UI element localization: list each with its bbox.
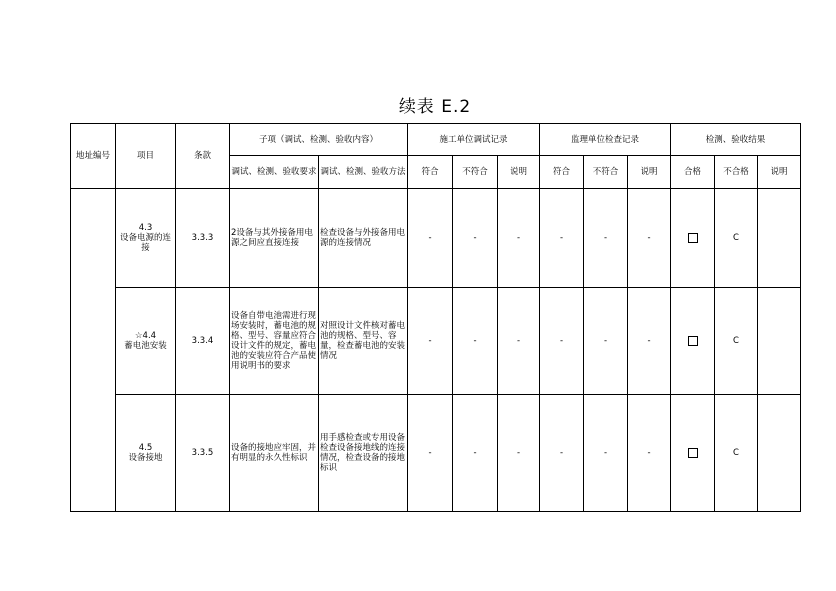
header-result: 检测、验收结果: [671, 124, 801, 156]
header-method: 调试、检测、验收方法: [319, 156, 408, 189]
header-c-nonconform: 不符合: [453, 156, 498, 189]
clause-cell: 3.3.5: [176, 395, 230, 512]
address-code-cell: [71, 189, 116, 512]
header-item: 项目: [116, 124, 176, 189]
clause-cell: 3.3.4: [176, 288, 230, 395]
c-nonconform-cell: -: [453, 189, 498, 288]
r-pass-cell[interactable]: [671, 395, 715, 512]
s-conform-cell: -: [540, 395, 584, 512]
header-c-note: 说明: [498, 156, 540, 189]
s-nonconform-cell: -: [584, 189, 628, 288]
r-note-cell: [758, 288, 801, 395]
item-cell: [116, 395, 176, 512]
item-cell: [116, 189, 176, 288]
item-name: 设备电源的连接: [119, 233, 171, 253]
header-r-note: 说明: [758, 156, 801, 189]
header-s-nonconform: 不符合: [584, 156, 628, 189]
s-note-cell: -: [628, 288, 671, 395]
c-nonconform-cell: -: [453, 395, 498, 512]
header-r-pass: 合格: [671, 156, 715, 189]
clause-cell: 3.3.3: [176, 189, 230, 288]
item-number: ☆4.4: [134, 331, 157, 341]
s-note-cell: -: [628, 395, 671, 512]
r-pass-cell[interactable]: [671, 189, 715, 288]
header-clause: 条款: [176, 124, 230, 189]
requirement-cell: 设备的接地应牢固，并有明显的永久性标识: [230, 395, 319, 512]
r-fail-cell: C: [715, 395, 758, 512]
header-c-conform: 符合: [408, 156, 453, 189]
c-note-cell: -: [498, 288, 540, 395]
item-number: 4.5: [138, 443, 153, 453]
s-note-cell: -: [628, 189, 671, 288]
header-row-1: [71, 124, 801, 156]
r-note-cell: [758, 189, 801, 288]
requirement-cell: 设备自带电池需进行现场安装时，蓄电池的规格、型号、容量应符合设计文件的规定，蓄电池的安装应符合产品使用说明书的要求: [230, 288, 319, 395]
table-row: [71, 395, 801, 512]
method-cell: 检查设备与外接备用电源的连接情况: [319, 189, 408, 288]
header-subitem: 子项（调试、检测、验收内容）: [230, 124, 408, 156]
pass-checkbox[interactable]: [688, 336, 698, 346]
c-conform-cell: -: [408, 395, 453, 512]
table-row: [71, 189, 801, 288]
c-conform-cell: -: [408, 189, 453, 288]
pass-checkbox[interactable]: [688, 448, 698, 458]
page-title: 续表 E.2: [398, 97, 472, 117]
item-name: 蓄电池安装: [124, 341, 167, 351]
r-fail-cell: C: [715, 189, 758, 288]
header-s-conform: 符合: [540, 156, 584, 189]
item-name: 设备接地: [128, 453, 163, 463]
item-number: 4.3: [138, 223, 153, 233]
c-conform-cell: -: [408, 288, 453, 395]
r-pass-cell[interactable]: [671, 288, 715, 395]
header-requirement: 调试、检测、验收要求: [230, 156, 319, 189]
r-note-cell: [758, 395, 801, 512]
header-r-fail: 不合格: [715, 156, 758, 189]
table-row: [71, 288, 801, 395]
s-nonconform-cell: -: [584, 288, 628, 395]
header-address-code: 地址编号: [71, 124, 116, 189]
item-cell: [116, 288, 176, 395]
s-conform-cell: -: [540, 189, 584, 288]
inspection-table: [70, 123, 801, 512]
header-supervision: 监理单位检查记录: [540, 124, 671, 156]
s-conform-cell: -: [540, 288, 584, 395]
c-note-cell: -: [498, 189, 540, 288]
method-cell: 对照设计文件核对蓄电池的规格、型号、容量，检查蓄电池的安装情况: [319, 288, 408, 395]
c-note-cell: -: [498, 395, 540, 512]
r-fail-cell: C: [715, 288, 758, 395]
s-nonconform-cell: -: [584, 395, 628, 512]
c-nonconform-cell: -: [453, 288, 498, 395]
pass-checkbox[interactable]: [688, 233, 698, 243]
requirement-cell: 2设备与其外接备用电源之间应直接连接: [230, 189, 319, 288]
header-s-note: 说明: [628, 156, 671, 189]
method-cell: 用手感检查或专用设备检查设备接地线的连接情况，检查设备的接地标识: [319, 395, 408, 512]
header-construction: 施工单位调试记录: [408, 124, 540, 156]
